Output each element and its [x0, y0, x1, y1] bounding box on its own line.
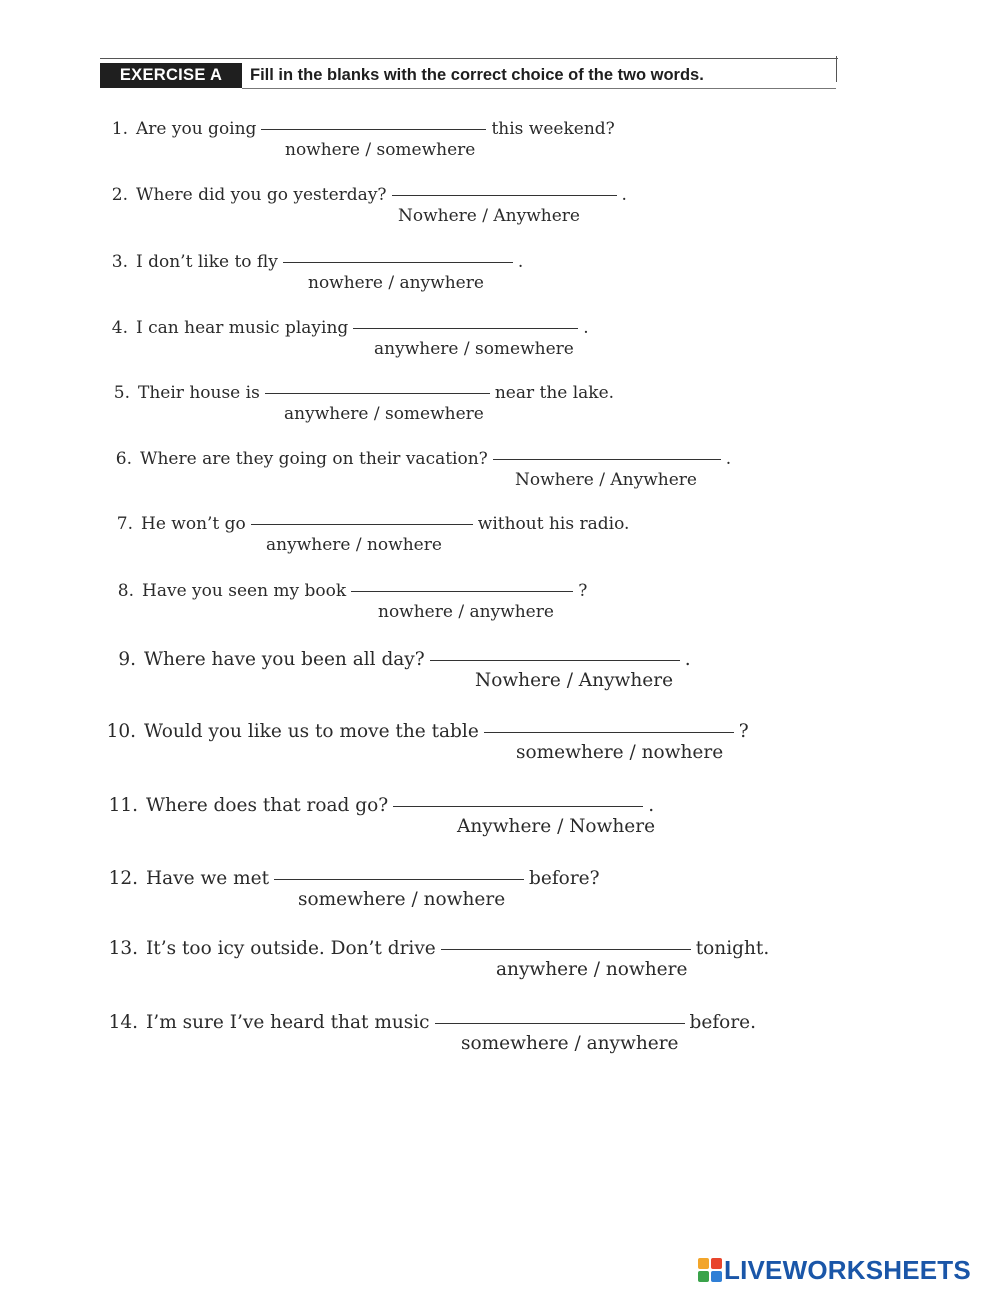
answer-choices: anywhere / somewhere — [374, 339, 574, 359]
question-number: 12. — [108, 868, 138, 889]
question-number: 1. — [111, 119, 128, 139]
question-ending: . — [621, 185, 627, 205]
question-ending: ? — [578, 581, 588, 601]
question-number: 14. — [108, 1012, 138, 1033]
question-number: 13. — [108, 938, 138, 959]
question-number: 10. — [106, 721, 136, 742]
question-ending: ? — [738, 721, 749, 742]
answer-choices: nowhere / anywhere — [378, 602, 554, 622]
question-ending: . — [684, 649, 691, 670]
question-text: Are you going — [136, 119, 257, 139]
question-ending: . — [583, 318, 589, 338]
question-text: Where have you been all day? — [144, 649, 425, 670]
answer-choices: nowhere / somewhere — [285, 140, 476, 160]
answer-choices: Nowhere / Anywhere — [475, 670, 674, 691]
answer-blank[interactable] — [392, 195, 617, 196]
question-item — [0, 794, 1000, 844]
answer-choices: anywhere / nowhere — [496, 959, 688, 980]
question-item — [0, 867, 1000, 917]
answer-blank[interactable] — [393, 806, 643, 807]
answer-choices: anywhere / nowhere — [266, 535, 442, 555]
question-item — [0, 381, 1000, 431]
header-underline — [242, 88, 836, 89]
answer-blank[interactable] — [353, 328, 578, 329]
question-number: 4. — [111, 318, 128, 338]
answer-blank[interactable] — [251, 524, 473, 525]
question-ending: . — [725, 449, 732, 469]
answer-blank[interactable] — [351, 591, 573, 592]
question-ending: . — [648, 795, 655, 816]
question-ending: before. — [689, 1012, 756, 1033]
question-item — [0, 648, 1000, 698]
question-number: 8. — [117, 581, 134, 601]
brand-name: LIVEWORKSHEETS — [724, 1255, 971, 1285]
question-ending: tonight. — [695, 938, 770, 959]
answer-blank[interactable] — [265, 393, 490, 394]
question-item — [0, 250, 1000, 300]
question-ending: . — [517, 252, 524, 272]
answer-blank[interactable] — [430, 660, 680, 661]
question-text: Their house is — [138, 383, 260, 403]
answer-choices: somewhere / nowhere — [516, 742, 724, 763]
question-number: 7. — [116, 514, 133, 534]
answer-blank[interactable] — [441, 949, 691, 950]
answer-blank[interactable] — [261, 129, 486, 130]
question-item — [0, 316, 1000, 366]
answer-choices: anywhere / somewhere — [284, 404, 484, 424]
question-ending: before? — [529, 868, 600, 889]
answer-blank[interactable] — [493, 459, 721, 460]
question-ending: near the lake. — [494, 383, 615, 403]
question-text: Would you like us to move the table — [144, 721, 479, 742]
question-item — [0, 720, 1000, 770]
question-text: Have you seen my book — [142, 581, 347, 601]
question-number: 6. — [115, 449, 132, 469]
question-ending: this weekend? — [491, 119, 615, 139]
answer-choices: somewhere / anywhere — [461, 1033, 679, 1054]
question-text: I’m sure I’ve heard that music — [146, 1012, 430, 1033]
question-item — [0, 183, 1000, 233]
question-item — [0, 937, 1000, 987]
question-number: 3. — [111, 252, 128, 272]
question-text: Where did you go yesterday? — [136, 185, 387, 205]
question-text: I don’t like to fly — [136, 252, 278, 272]
answer-blank[interactable] — [274, 879, 524, 880]
question-item — [0, 512, 1000, 562]
answer-choices: Anywhere / Nowhere — [457, 816, 656, 837]
answer-choices: Nowhere / Anywhere — [398, 206, 580, 226]
answer-choices: Nowhere / Anywhere — [515, 470, 697, 490]
answer-choices: somewhere / nowhere — [298, 889, 506, 910]
exercise-label: EXERCISE A — [100, 63, 242, 88]
question-number: 9. — [118, 649, 136, 670]
question-item — [0, 1011, 1000, 1061]
question-text: It’s too icy outside. Don’t drive — [146, 938, 436, 959]
answer-choices: nowhere / anywhere — [308, 273, 484, 293]
question-number: 11. — [108, 795, 138, 816]
question-text: Have we met — [146, 868, 270, 889]
instructions: Fill in the blanks with the correct choice of the two words. — [250, 66, 704, 84]
header-top-rule — [100, 58, 838, 59]
answer-blank[interactable] — [484, 732, 734, 733]
question-item — [0, 117, 1000, 167]
question-text: I can hear music playing — [136, 318, 349, 338]
question-text: He won’t go — [141, 514, 246, 534]
question-item — [0, 579, 1000, 629]
answer-blank[interactable] — [435, 1023, 685, 1024]
question-number: 2. — [111, 185, 128, 205]
answer-blank[interactable] — [283, 262, 513, 263]
question-text: Where are they going on their vacation? — [140, 449, 488, 469]
question-ending: without his radio. — [477, 514, 630, 534]
exercise-header — [100, 63, 838, 89]
question-text: Where does that road go? — [146, 795, 389, 816]
liveworksheets-branding — [698, 1255, 994, 1285]
question-number: 5. — [113, 383, 130, 403]
liveworksheets-logo-icon — [698, 1258, 722, 1282]
question-item — [0, 447, 1000, 497]
